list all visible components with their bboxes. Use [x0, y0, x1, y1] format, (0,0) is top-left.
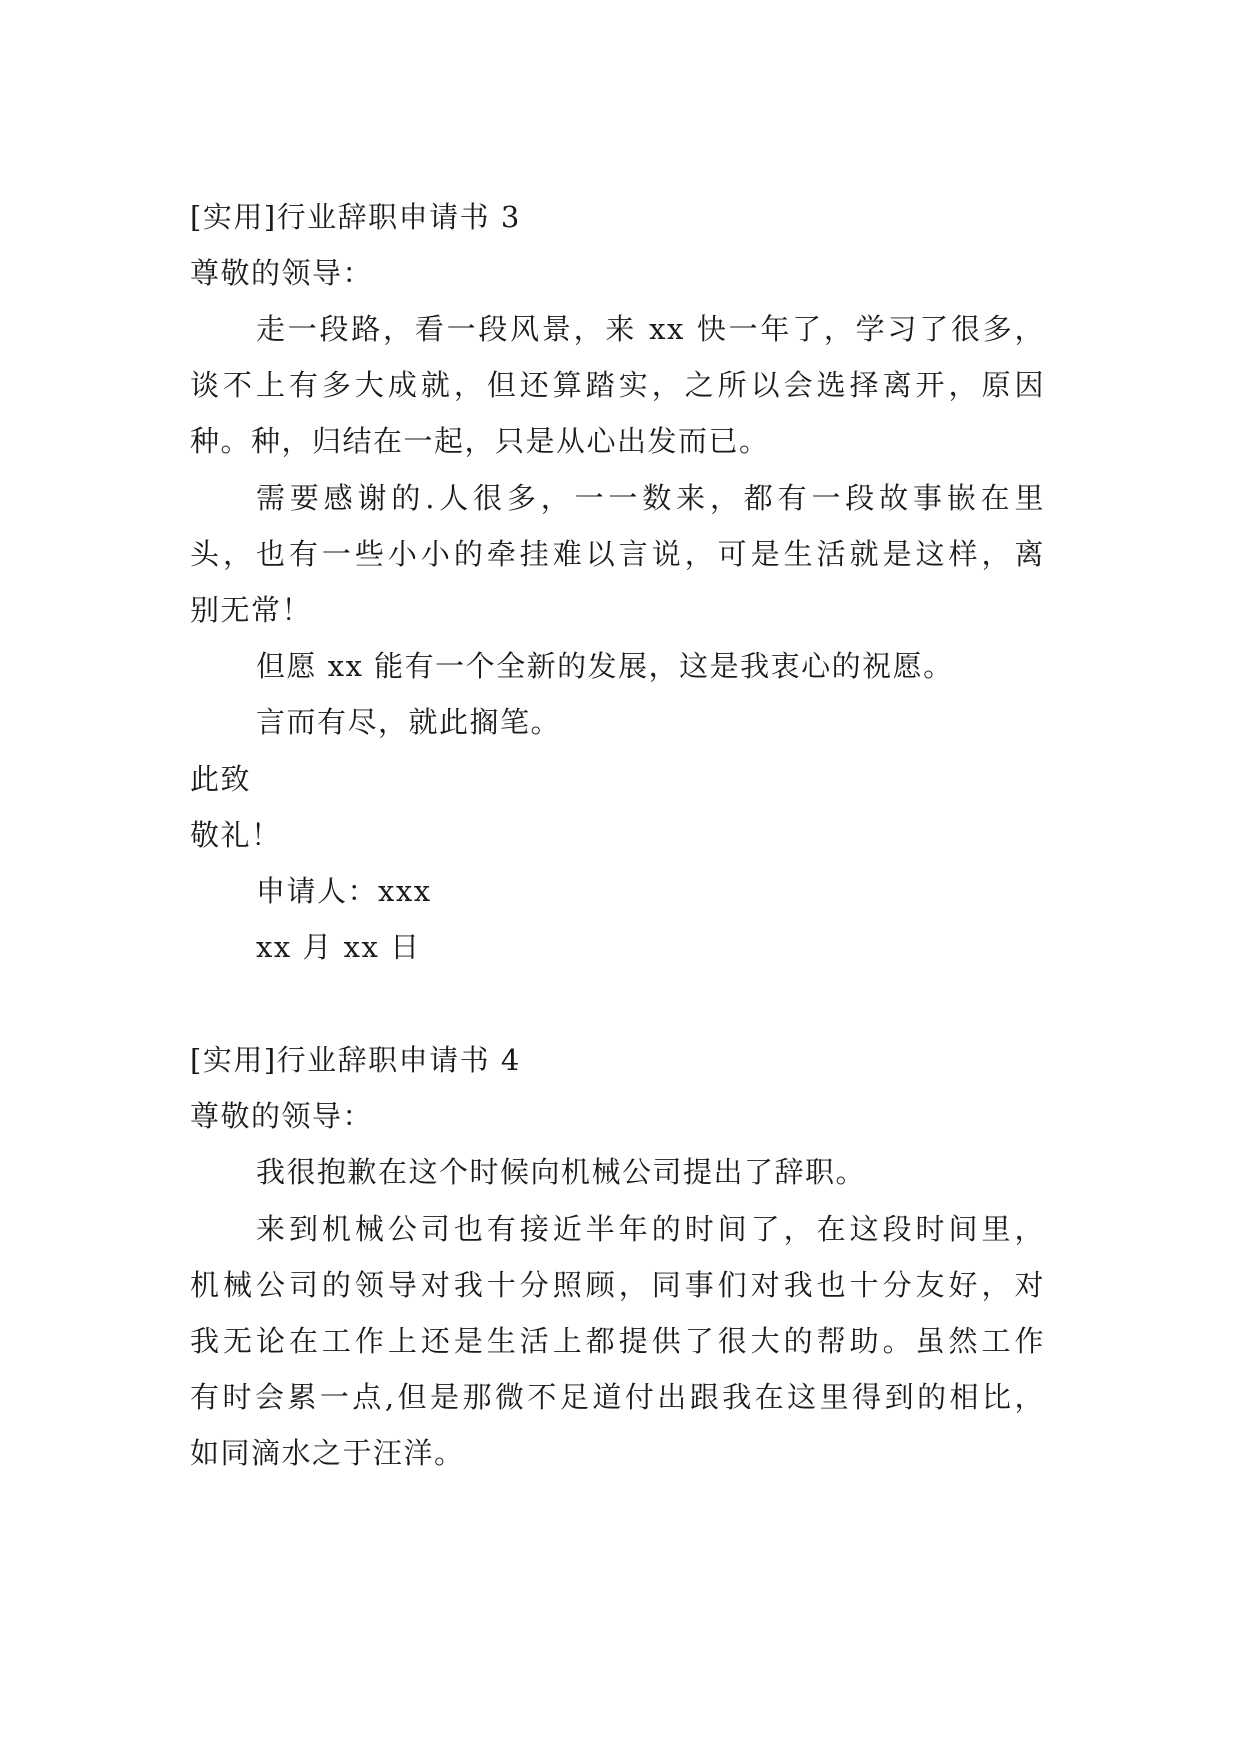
paragraph-line: 谈不上有多大成就，但还算踏实，之所以会选择离开，原因	[190, 368, 1045, 402]
paragraph-line: 头，也有一些小小的牵挂难以言说，可是生活就是这样，离	[190, 537, 1045, 571]
salutation: 尊敬的领导：	[190, 1099, 374, 1133]
paragraph-line: 走一段路，看一段风景，来 xx 快一年了，学习了很多，	[256, 312, 1045, 346]
paragraph-line: 种。种，归结在一起，只是从心出发而已。	[190, 424, 770, 458]
section-title: [实用]行业辞职申请书 3	[190, 200, 521, 234]
paragraph-line: 言而有尽，就此搁笔。	[256, 705, 562, 739]
date-line: xx 月 xx 日	[256, 930, 421, 964]
paragraph-line: 如同滴水之于汪洋。	[190, 1436, 465, 1470]
paragraph-line: 别无常！	[190, 593, 313, 627]
paragraph-line: 我很抱歉在这个时候向机械公司提出了辞职。	[256, 1155, 867, 1189]
paragraph-line: 但愿 xx 能有一个全新的发展，这是我衷心的祝愿。	[256, 649, 954, 683]
paragraph-line: 来到机械公司也有接近半年的时间了，在这段时间里，	[256, 1212, 1045, 1246]
section-title: [实用]行业辞职申请书 4	[190, 1043, 521, 1077]
applicant-line: 申请人：xxx	[256, 874, 432, 908]
paragraph-line: 我无论在工作上还是生活上都提供了很大的帮助。虽然工作	[190, 1324, 1045, 1358]
paragraph-line: 有时会累一点,但是那微不足道付出跟我在这里得到的相比，	[190, 1380, 1045, 1414]
closing-line: 敬礼！	[190, 818, 282, 852]
paragraph-line: 需要感谢的.人很多，一一数来，都有一段故事嵌在里	[256, 481, 1045, 515]
salutation: 尊敬的领导：	[190, 256, 374, 290]
closing-line: 此致	[190, 762, 252, 796]
paragraph-line: 机械公司的领导对我十分照顾，同事们对我也十分友好，对	[190, 1268, 1045, 1302]
